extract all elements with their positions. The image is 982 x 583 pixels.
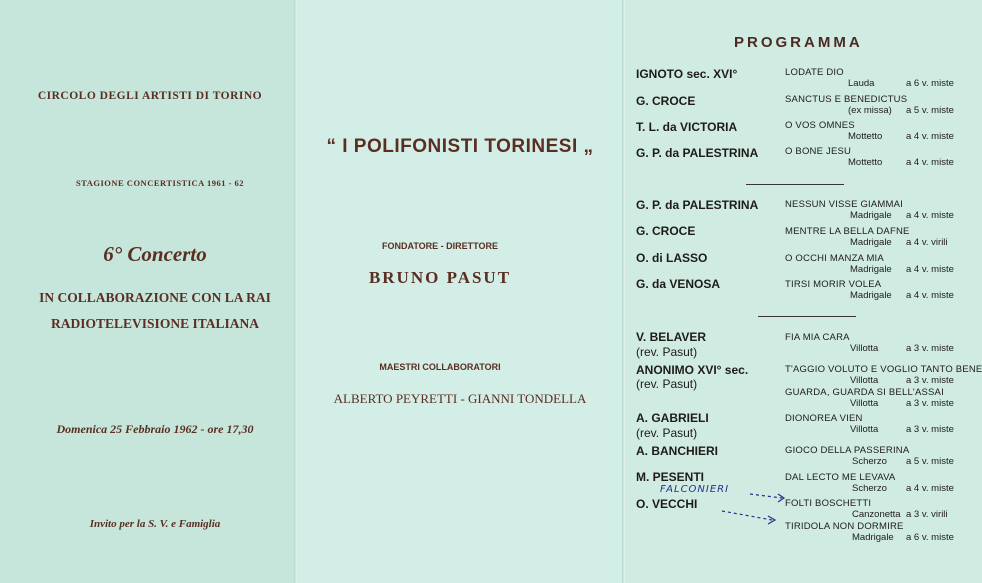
work-genre: (ex missa) bbox=[848, 105, 892, 116]
composer-name: IGNOTO sec. XVI° bbox=[636, 67, 738, 81]
work-genre: Lauda bbox=[848, 78, 875, 89]
work-title: SANCTUS E BENEDICTUS bbox=[785, 94, 908, 105]
work-title: T'AGGIO VOLUTO E VOGLIO TANTO BENE bbox=[785, 364, 982, 375]
fold-line-2 bbox=[622, 0, 625, 583]
work-title: DAL LECTO ME LEVAVA bbox=[785, 472, 896, 483]
work-voices: a 5 v. miste bbox=[906, 105, 954, 116]
work-voices: a 3 v. virili bbox=[906, 509, 948, 520]
collaborators-names: ALBERTO PEYRETTI - GIANNI TONDELLA bbox=[333, 391, 587, 406]
work-voices: a 4 v. miste bbox=[906, 131, 954, 142]
founder-name: BRUNO PASUT bbox=[368, 268, 512, 287]
work-title: FOLTI BOSCHETTI bbox=[785, 498, 872, 509]
work-genre: Villotta bbox=[850, 424, 879, 435]
work-genre: Scherzo bbox=[852, 483, 887, 494]
handwritten-note: FALCONIERI bbox=[660, 484, 730, 495]
season-label: STAGIONE CONCERTISTICA 1961 - 62 bbox=[75, 178, 245, 188]
composer-name: A. GABRIELI bbox=[636, 411, 709, 425]
concert-date: Domenica 25 Febbraio 1962 - ore 17,30 bbox=[56, 422, 254, 436]
section-divider bbox=[758, 316, 856, 317]
work-voices: a 6 v. miste bbox=[906, 532, 954, 543]
collaboration-line-1: IN COLLABORAZIONE CON LA RAI bbox=[39, 290, 271, 305]
work-title: MENTRE LA BELLA DAFNE bbox=[785, 226, 910, 237]
work-voices: a 3 v. miste bbox=[906, 343, 954, 354]
programma-title: PROGRAMMA bbox=[734, 34, 863, 51]
work-title: O BONE JESU bbox=[785, 146, 852, 157]
work-voices: a 3 v. miste bbox=[906, 424, 954, 435]
work-title: DIONOREA VIEN bbox=[785, 413, 863, 424]
work-voices: a 3 v. miste bbox=[906, 375, 954, 386]
work-voices: a 6 v. miste bbox=[906, 78, 954, 89]
work-title: NESSUN VISSE GIAMMAI bbox=[785, 199, 904, 210]
organizer-name: CIRCOLO DEGLI ARTISTI DI TORINO bbox=[37, 90, 263, 102]
work-voices: a 3 v. miste bbox=[906, 398, 954, 409]
composer-name: G. P. da PALESTRINA bbox=[636, 198, 759, 212]
work-genre: Madrigale bbox=[850, 264, 892, 275]
work-voices: a 4 v. miste bbox=[906, 210, 954, 221]
concert-number: 6° Concerto bbox=[103, 242, 207, 266]
collaborators-label: MAESTRI COLLABORATORI bbox=[379, 362, 501, 372]
founder-label: FONDATORE - DIRETTORE bbox=[381, 241, 498, 251]
work-voices: a 5 v. miste bbox=[906, 456, 954, 467]
composer-name: O. di LASSO bbox=[636, 251, 708, 265]
invitation-line: Invito per la S. V. e Famiglia bbox=[89, 518, 221, 530]
work-genre: Canzonetta bbox=[852, 509, 901, 520]
handwritten-arrows bbox=[720, 486, 790, 526]
revision-note: (rev. Pasut) bbox=[636, 426, 698, 440]
composer-name: G. da VENOSA bbox=[636, 277, 721, 291]
work-title: TIRIDOLA NON DORMIRE bbox=[785, 521, 904, 532]
composer-name: O. VECCHI bbox=[636, 497, 698, 511]
work-title: LODATE DIO bbox=[785, 67, 844, 78]
composer-name: A. BANCHIERI bbox=[636, 444, 719, 458]
work-genre: Madrigale bbox=[850, 290, 892, 301]
work-genre: Madrigale bbox=[850, 237, 892, 248]
work-title: O VOS OMNES bbox=[785, 120, 855, 131]
composer-name: M. PESENTI bbox=[636, 470, 705, 484]
work-title: O OCCHI MANZA MIA bbox=[785, 253, 884, 264]
work-title: GIOCO DELLA PASSERINA bbox=[785, 445, 910, 456]
work-genre: Madrigale bbox=[850, 210, 892, 221]
work-genre: Mottetto bbox=[848, 157, 883, 168]
work-title: FIA MIA CARA bbox=[785, 332, 850, 343]
work-genre: Villotta bbox=[850, 398, 879, 409]
ensemble-name: “ I POLIFONISTI TORINESI „ bbox=[326, 136, 594, 157]
work-genre: Scherzo bbox=[852, 456, 887, 467]
work-title: GUARDA, GUARDA SI BELL'ASSAI bbox=[785, 387, 944, 398]
work-voices: a 4 v. miste bbox=[906, 483, 954, 494]
composer-name: G. CROCE bbox=[636, 224, 696, 238]
revision-note: (rev. Pasut) bbox=[636, 345, 698, 359]
work-genre: Villotta bbox=[850, 375, 879, 386]
section-divider bbox=[746, 184, 844, 185]
work-genre: Villotta bbox=[850, 343, 879, 354]
panel-ensemble bbox=[296, 0, 624, 583]
composer-name: ANONIMO XVI° sec. bbox=[636, 363, 749, 377]
composer-name: T. L. da VICTORIA bbox=[636, 120, 738, 134]
work-voices: a 4 v. miste bbox=[906, 290, 954, 301]
composer-name: V. BELAVER bbox=[636, 330, 707, 344]
collaboration-line-2: RADIOTELEVISIONE ITALIANA bbox=[51, 316, 259, 331]
work-voices: a 4 v. miste bbox=[906, 264, 954, 275]
work-voices: a 4 v. virili bbox=[906, 237, 948, 248]
work-title: TIRSI MORIR VOLEA bbox=[785, 279, 882, 290]
work-genre: Madrigale bbox=[852, 532, 894, 543]
revision-note: (rev. Pasut) bbox=[636, 377, 698, 391]
composer-name: G. P. da PALESTRINA bbox=[636, 146, 759, 160]
work-genre: Mottetto bbox=[848, 131, 883, 142]
composer-name: G. CROCE bbox=[636, 94, 696, 108]
work-voices: a 4 v. miste bbox=[906, 157, 954, 168]
